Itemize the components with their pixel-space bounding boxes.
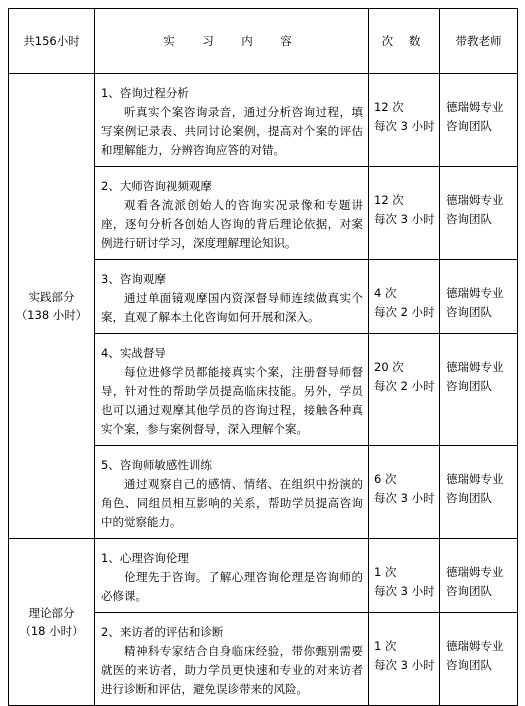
item-per: 每次 3 小时 bbox=[374, 491, 435, 505]
item-teacher: 德瑞姆专业咨询团队 bbox=[440, 260, 518, 334]
category-hours: （18 小时） bbox=[19, 624, 84, 638]
item-count: 12 次 bbox=[374, 100, 404, 114]
header-content: 实 习 内 容 bbox=[95, 9, 369, 74]
item-desc: 通过单面镜观摩国内资深督导师连续做真实个案，直观了解本土化咨询如何开展和深入。 bbox=[101, 291, 363, 324]
item-desc: 精神科专家结合自身临床经验，带你甄别需要就医的来访者，助力学员更快速和专业的对来访者进行诊断和评估，避免误诊带来的风险。 bbox=[101, 644, 363, 696]
curriculum-table bbox=[8, 8, 518, 706]
item-per: 每次 2 小时 bbox=[374, 305, 435, 319]
category-label: 实践部分 bbox=[28, 290, 75, 304]
item-desc: 通过观察自己的感情、情绪、在组织中扮演的角色、同组员相互影响的关系，帮助学员提高咨询中的觉察能力。 bbox=[101, 477, 363, 529]
item-count: 12 次 bbox=[374, 193, 404, 207]
item-per: 每次 3 小时 bbox=[374, 212, 435, 226]
item-content bbox=[95, 334, 369, 446]
item-title: 5、咨询师敏感性训练 bbox=[101, 458, 212, 472]
item-title: 2、来访者的评估和诊断 bbox=[101, 625, 224, 639]
item-title: 1、咨询过程分析 bbox=[101, 86, 189, 100]
item-teacher: 德瑞姆专业咨询团队 bbox=[440, 74, 518, 167]
header-teacher: 带教老师 bbox=[440, 9, 518, 74]
item-per: 每次 3 小时 bbox=[374, 119, 435, 133]
item-teacher: 德瑞姆专业咨询团队 bbox=[440, 334, 518, 446]
header-row bbox=[9, 9, 518, 74]
item-content bbox=[95, 167, 369, 260]
item-title: 3、咨询观摩 bbox=[101, 272, 166, 286]
header-times: 次 数 bbox=[369, 9, 440, 74]
item-times bbox=[369, 167, 440, 260]
item-content bbox=[95, 446, 369, 539]
item-desc: 观看各流派创始人的咨询实况录像和专题讲座，逐句分析各创始人咨询的背后理论依据，对案例进行研讨学习，深度理解理论知识。 bbox=[101, 198, 363, 250]
category-label: 理论部分 bbox=[28, 606, 75, 620]
item-count: 20 次 bbox=[374, 360, 404, 374]
item-desc: 听真实个案咨询录音，通过分析咨询过程，填写案例记录表、共同讨论案例，提高对个案的评估和理解能力，分辨咨询应答的对错。 bbox=[101, 105, 363, 157]
item-title: 2、大师咨询视频观摩 bbox=[101, 179, 212, 193]
header-total: 共156小时 bbox=[9, 9, 95, 74]
item-title: 1、心理咨询伦理 bbox=[101, 551, 189, 565]
item-times bbox=[369, 613, 440, 706]
item-count: 1 次 bbox=[374, 639, 397, 653]
table-row bbox=[9, 74, 518, 167]
item-per: 每次 2 小时 bbox=[374, 379, 435, 393]
item-times bbox=[369, 446, 440, 539]
item-times bbox=[369, 260, 440, 334]
item-content bbox=[95, 260, 369, 334]
item-teacher: 德瑞姆专业咨询团队 bbox=[440, 539, 518, 613]
item-teacher: 德瑞姆专业咨询团队 bbox=[440, 446, 518, 539]
item-count: 1 次 bbox=[374, 565, 397, 579]
category-hours: （138 小时） bbox=[15, 308, 88, 322]
item-content bbox=[95, 613, 369, 706]
item-times bbox=[369, 74, 440, 167]
item-desc: 伦理先于咨询。了解心理咨询伦理是咨询师的必修课。 bbox=[101, 570, 363, 603]
item-times bbox=[369, 539, 440, 613]
item-count: 4 次 bbox=[374, 286, 397, 300]
item-times bbox=[369, 334, 440, 446]
item-desc: 每位进修学员都能接真实个案，注册督导师督导，针对性的帮助学员提高临床技能。另外，学员也可以通过观摩其他学员的咨询过程，接触各种真实个案，参与案例督导，深入理解个案。 bbox=[101, 365, 363, 436]
item-title: 4、实战督导 bbox=[101, 346, 166, 360]
category-theory bbox=[9, 539, 95, 706]
item-count: 6 次 bbox=[374, 472, 397, 486]
item-content bbox=[95, 74, 369, 167]
item-teacher: 德瑞姆专业咨询团队 bbox=[440, 167, 518, 260]
item-teacher: 德瑞姆专业咨询团队 bbox=[440, 613, 518, 706]
item-per: 每次 3 小时 bbox=[374, 584, 435, 598]
category-practice bbox=[9, 74, 95, 539]
table-row bbox=[9, 539, 518, 613]
item-per: 每次 3 小时 bbox=[374, 658, 435, 672]
item-content bbox=[95, 539, 369, 613]
